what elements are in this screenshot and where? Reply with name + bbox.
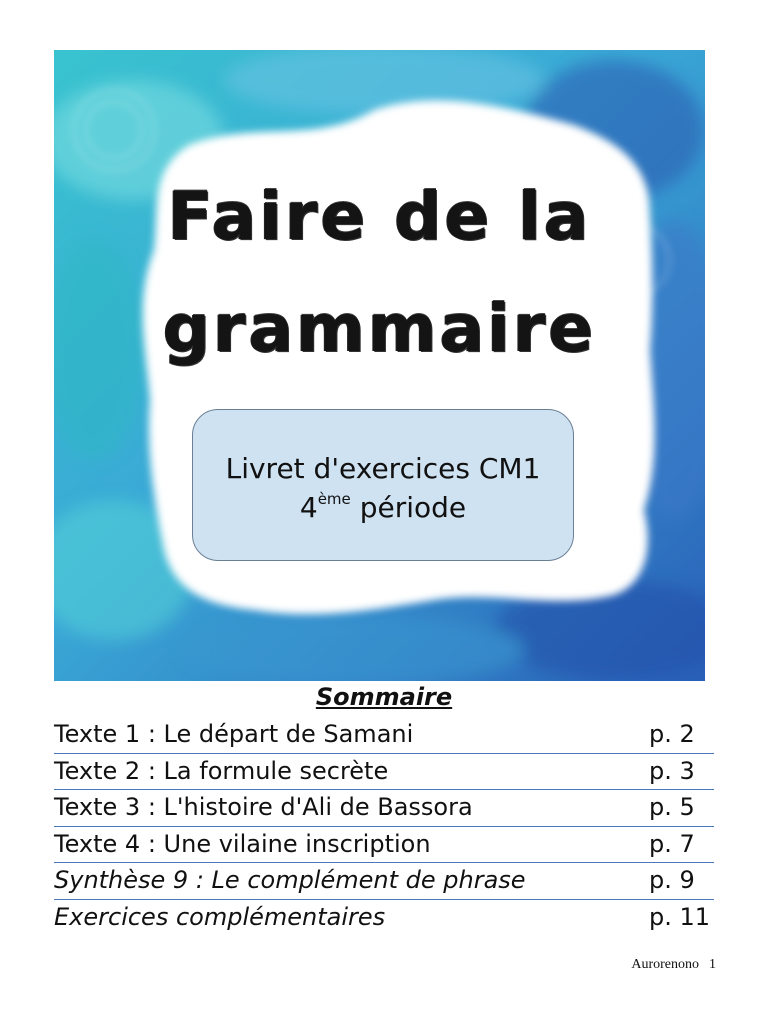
toc-page: p. 9 — [649, 866, 695, 895]
page-footer — [621, 957, 716, 973]
toc-title: Texte 1 : Le départ de Samani — [54, 720, 414, 748]
toc-title: Exercices complémentaires — [54, 902, 386, 931]
toc-page: p. 11 — [649, 902, 711, 931]
subtitle-line: Livret d'exercices CM1 — [225, 452, 541, 485]
subtitle-box — [192, 409, 574, 561]
toc-row — [54, 827, 714, 864]
footer-page-number: 1 — [709, 957, 716, 972]
toc-row — [54, 754, 714, 791]
toc-page: p. 7 — [649, 829, 695, 858]
period-line — [193, 490, 573, 524]
footer-author: Aurorenono — [631, 957, 699, 972]
toc-page: p. 3 — [649, 756, 695, 785]
toc-title: Texte 4 : Une vilaine inscription — [54, 829, 431, 858]
toc-title: Texte 2 : La formule secrète — [54, 756, 389, 785]
toc-title: Texte 3 : L'histoire d'Ali de Bassora — [54, 793, 473, 822]
period-number: 4 — [299, 491, 318, 524]
toc-page: p. 2 — [649, 720, 695, 748]
cover-title-line-1: Faire de la — [167, 178, 592, 255]
toc-row — [54, 900, 714, 936]
table-of-contents — [54, 717, 714, 936]
toc-title: Synthèse 9 : Le complément de phrase — [54, 866, 526, 895]
toc-page: p. 5 — [649, 793, 695, 822]
toc-row — [54, 717, 714, 754]
period-superscript: ème — [317, 490, 351, 508]
cover-illustration — [54, 50, 705, 681]
toc-row — [54, 863, 714, 900]
toc-row — [54, 790, 714, 827]
period-word: période — [359, 491, 467, 524]
sommaire-heading: Sommaire — [315, 683, 453, 711]
cover-title-line-2: grammaire — [162, 290, 597, 367]
